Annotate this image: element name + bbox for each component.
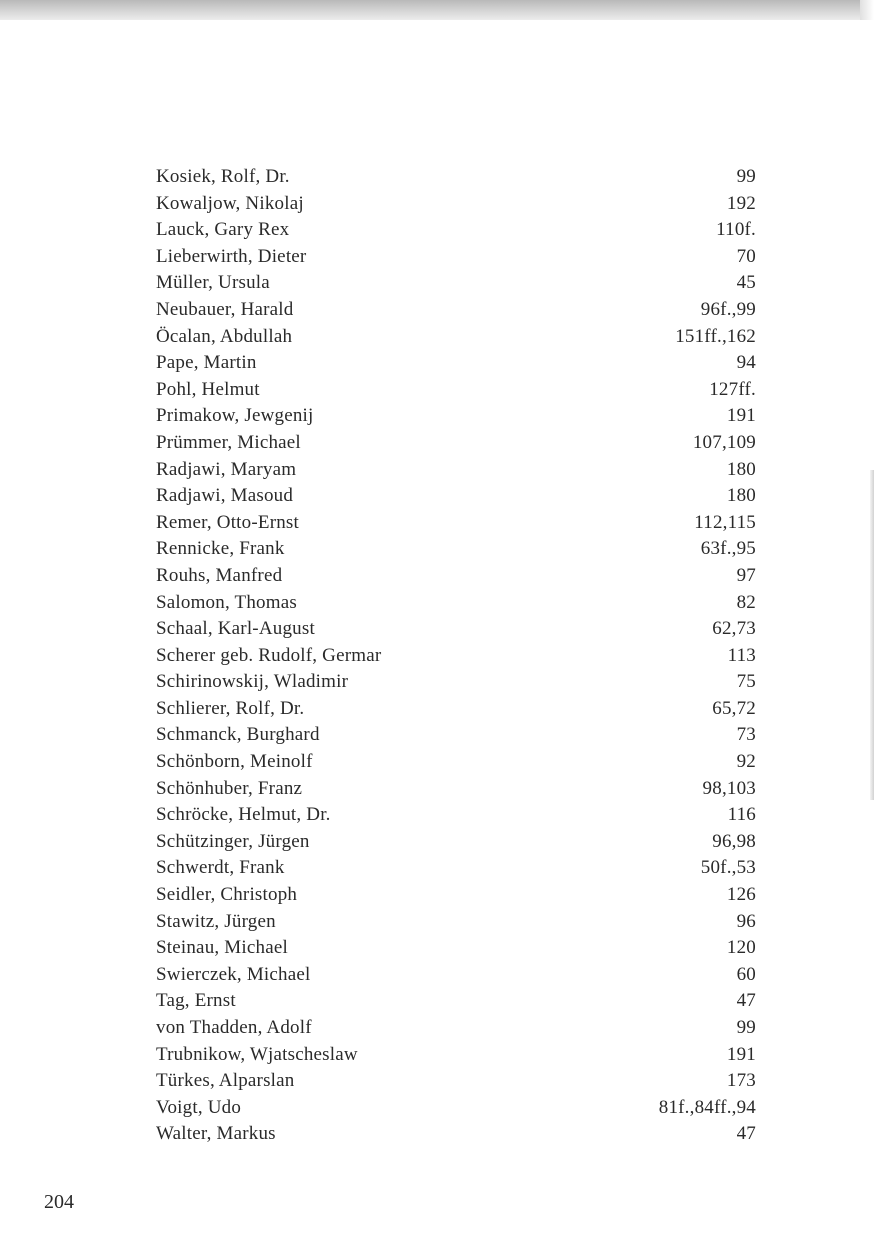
page-number: 204 [44, 1191, 74, 1213]
index-entry [156, 510, 756, 537]
entry-name: Steinau, Michael [156, 937, 288, 959]
index-entry [156, 669, 756, 696]
entry-name: Schmanck, Burghard [156, 724, 320, 746]
entry-name: Swierczek, Michael [156, 963, 311, 985]
index-entry [156, 377, 756, 404]
index-entry [156, 457, 756, 484]
entry-name: von Thadden, Adolf [156, 1017, 312, 1038]
entry-page-references: 75 [736, 671, 756, 693]
scan-right-edge-shadow [870, 470, 874, 800]
entry-page-references: 94 [736, 352, 756, 374]
index-entry [156, 749, 756, 776]
entry-name: Schlierer, Rolf, Dr. [156, 697, 305, 719]
index-entry [156, 643, 756, 670]
entry-name: Schröcke, Helmut, Dr. [156, 804, 331, 826]
index-entry [156, 935, 756, 962]
entry-page-references: 107,109 [692, 431, 756, 453]
scan-top-edge-shadow [0, 0, 860, 20]
index-entry [156, 1121, 756, 1148]
entry-name: Kosiek, Rolf, Dr. [156, 166, 290, 187]
entry-name: Rennicke, Frank [156, 538, 285, 560]
entry-name: Walter, Markus [156, 1123, 276, 1145]
name-index-list [156, 164, 756, 1148]
index-entry [156, 430, 756, 457]
index-entry [156, 909, 756, 936]
index-entry [156, 191, 756, 218]
entry-name: Schwerdt, Frank [156, 857, 285, 879]
entry-name: Rouhs, Manfred [156, 564, 283, 586]
entry-name: Schützinger, Jürgen [156, 830, 310, 852]
entry-page-references: 97 [736, 564, 756, 586]
index-entry [156, 802, 756, 829]
entry-page-references: 62,73 [712, 618, 756, 640]
index-entry [156, 1068, 756, 1095]
entry-name: Schönborn, Meinolf [156, 751, 313, 773]
entry-page-references: 127ff. [709, 378, 756, 400]
index-entry [156, 1015, 756, 1042]
entry-name: Schaal, Karl-August [156, 618, 315, 640]
entry-page-references: 96f.,99 [700, 298, 756, 320]
index-entry [156, 590, 756, 617]
entry-page-references: 50f.,53 [700, 857, 756, 879]
entry-name: Öcalan, Abdullah [156, 325, 293, 347]
entry-page-references: 126 [726, 884, 756, 906]
entry-name: Pape, Martin [156, 352, 257, 374]
index-entry [156, 1095, 756, 1122]
entry-name: Neubauer, Harald [156, 298, 294, 320]
entry-page-references: 99 [736, 166, 756, 187]
index-entry [156, 217, 756, 244]
entry-name: Scherer geb. Rudolf, Germar [156, 644, 382, 666]
index-entry [156, 1042, 756, 1069]
entry-name: Lieberwirth, Dieter [156, 245, 307, 267]
entry-page-references: 45 [736, 272, 756, 294]
index-entry [156, 722, 756, 749]
entry-name: Türkes, Alparslan [156, 1070, 295, 1092]
index-entry [156, 696, 756, 723]
entry-name: Seidler, Christoph [156, 884, 298, 906]
entry-page-references: 47 [736, 990, 756, 1012]
entry-page-references: 70 [736, 245, 756, 267]
index-entry [156, 776, 756, 803]
index-entry [156, 536, 756, 563]
index-entry [156, 962, 756, 989]
entry-page-references: 180 [726, 458, 756, 480]
entry-page-references: 120 [726, 937, 756, 959]
entry-name: Primakow, Jewgenij [156, 405, 314, 427]
entry-name: Lauck, Gary Rex [156, 219, 290, 241]
entry-page-references: 96,98 [712, 830, 756, 852]
index-entry [156, 855, 756, 882]
entry-name: Kowaljow, Nikolaj [156, 192, 304, 214]
entry-page-references: 180 [726, 485, 756, 507]
entry-name: Remer, Otto-Ernst [156, 511, 299, 533]
entry-name: Schönhuber, Franz [156, 777, 303, 799]
entry-page-references: 98,103 [702, 777, 756, 799]
entry-page-references: 63f.,95 [700, 538, 756, 560]
index-entry [156, 829, 756, 856]
entry-page-references: 99 [736, 1017, 756, 1038]
index-entry [156, 483, 756, 510]
entry-name: Voigt, Udo [156, 1096, 242, 1118]
entry-page-references: 96 [736, 910, 756, 932]
entry-page-references: 191 [726, 1043, 756, 1065]
index-entry [156, 988, 756, 1015]
entry-name: Müller, Ursula [156, 272, 270, 294]
entry-page-references: 113 [727, 644, 756, 666]
index-entry [156, 270, 756, 297]
index-entry [156, 403, 756, 430]
entry-name: Trubnikow, Wjatscheslaw [156, 1043, 358, 1065]
entry-name: Salomon, Thomas [156, 591, 297, 613]
entry-page-references: 110f. [716, 219, 756, 241]
entry-page-references: 173 [726, 1070, 756, 1092]
index-entry [156, 882, 756, 909]
index-entry [156, 244, 756, 271]
entry-page-references: 112,115 [694, 511, 756, 533]
index-entry [156, 164, 756, 191]
entry-name: Schirinowskij, Wladimir [156, 671, 349, 693]
index-entry [156, 616, 756, 643]
entry-name: Stawitz, Jürgen [156, 910, 276, 932]
index-entry [156, 563, 756, 590]
entry-name: Tag, Ernst [156, 990, 236, 1012]
entry-page-references: 116 [727, 804, 756, 826]
entry-page-references: 47 [736, 1123, 756, 1145]
entry-name: Prümmer, Michael [156, 431, 301, 453]
entry-page-references: 60 [736, 963, 756, 985]
index-entry [156, 297, 756, 324]
entry-page-references: 192 [726, 192, 756, 214]
entry-name: Pohl, Helmut [156, 378, 260, 400]
entry-page-references: 191 [726, 405, 756, 427]
entry-name: Radjawi, Maryam [156, 458, 297, 480]
entry-page-references: 81f.,84ff.,94 [658, 1096, 756, 1118]
entry-page-references: 92 [736, 751, 756, 773]
index-entry [156, 350, 756, 377]
entry-page-references: 73 [736, 724, 756, 746]
index-entry [156, 324, 756, 351]
entry-name: Radjawi, Masoud [156, 485, 294, 507]
entry-page-references: 65,72 [712, 697, 756, 719]
entry-page-references: 82 [736, 591, 756, 613]
entry-page-references: 151ff.,162 [675, 325, 756, 347]
